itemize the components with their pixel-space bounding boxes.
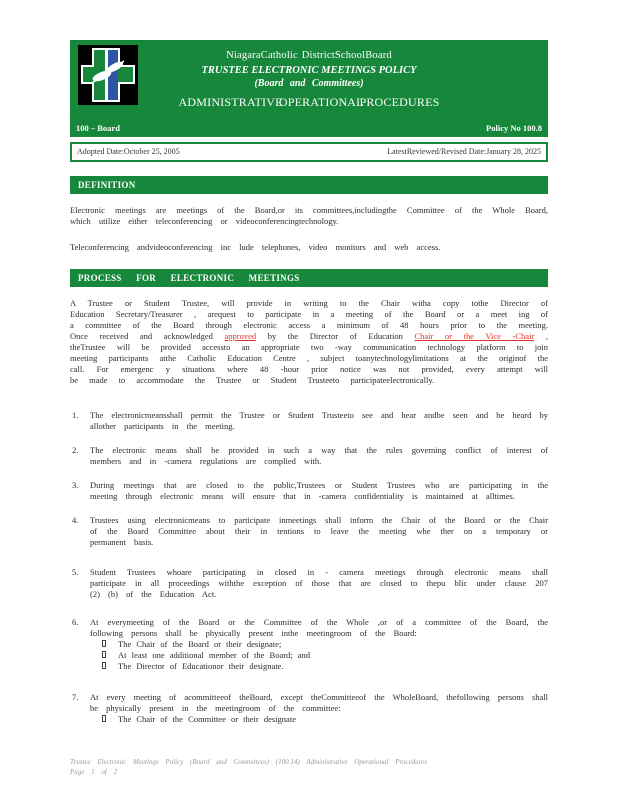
- item-body: [90, 617, 548, 672]
- footer-title-line: Trustee Electronic Meetings Policy (Board and Committees) (100.14) Administrative Operational Procedures: [70, 758, 427, 766]
- item-text: Student Trustees whoare participating in closed in - camera meetings through electronic means shall participate in all proceedings withthe exception of those that are closed to thepu blic under clause 207 (2) (b) of the Education Act.: [90, 567, 548, 599]
- process-section-heading: PROCESS FOR ELECTRONIC MEETINGS: [70, 269, 548, 287]
- item-text: The electronic means shall be provided in such a way that the rules governing conflict of interest of members and in -camera regulations are complied with.: [90, 445, 548, 466]
- revision-text-approved: approved: [224, 331, 257, 341]
- document-header: [70, 40, 548, 137]
- item-text: The electronicmeansshall permit the Trustee or Student Trusteeto see and hear andbe seen and be heard by allother participants in the meeting.: [90, 410, 548, 431]
- box-glyph-icon: [102, 640, 106, 647]
- item-body: [90, 692, 548, 725]
- bullet-text: At least one additional member of the Board; and: [118, 650, 311, 660]
- section-code: 100 – Board: [76, 123, 120, 133]
- bullet-row: [90, 650, 548, 661]
- list-item-4: [70, 515, 548, 548]
- box-glyph-icon: [102, 651, 106, 658]
- item-text: During meetings that are closed to the public,Trustees or Student Trustees who are participating in the meeting through electronic means will ensure that in -camera confidentiality is maintained at alltimes.: [90, 480, 548, 501]
- definition-section-heading: DEFINITION: [70, 176, 548, 194]
- policy-subtitle: (Board and Committees): [254, 78, 364, 89]
- bullet-row: [90, 714, 548, 725]
- bullet-text: The Chair of the Board or their designate;: [118, 639, 282, 649]
- bullet-row: [90, 661, 548, 672]
- document-content: [70, 40, 548, 725]
- item-number: 7.: [72, 692, 79, 702]
- intro-text-2: by the Director of Education: [256, 331, 415, 341]
- item-text: At every meeting of acommitteeof theBoard, except theCommitteeof the WholeBoard, thefollowing persons shall be physically present in the meetingroom of the committee:: [90, 692, 549, 713]
- intro-text-1: A Trustee or Student Trustee, will provide in writing to the Chair witha copy tothe Director of Education Secretary/Treasurer , arequest to participate in a meeting of the Board or a meet ing of a committee of the Board through electronic access a minimum of 48 hours prior to the meeting. Once received and acknowledged: [70, 298, 548, 341]
- list-item-6: [70, 617, 548, 672]
- item-number: 4.: [72, 515, 79, 525]
- item-number: 2.: [72, 445, 79, 455]
- adopted-date: Adopted Date:October 25, 2005: [77, 147, 180, 156]
- process-intro-paragraph: [70, 298, 548, 386]
- item-text: At everymeeting of the Board or the Committee of the Whole ,or of a committee of the Board, the following persons shall be physically present inthe meetingroom of the Board:: [90, 617, 548, 638]
- list-item-3: [70, 480, 548, 502]
- definition-paragraph-2: Teleconferencing andvideoconferencing inc lude telephones, video monitors and web access.: [70, 242, 441, 252]
- item-number: 5.: [72, 567, 79, 577]
- list-item-2: [70, 445, 548, 467]
- latest-revised-date: LatestReviewed/Revised Date:January 28, 2025: [387, 147, 541, 156]
- bullet-row: [90, 639, 548, 650]
- dates-box: [70, 142, 548, 162]
- policy-number: Policy No 100.8: [486, 123, 542, 133]
- revision-text-chair-vice-chair: Chair or the Vice -Chair: [414, 331, 535, 341]
- board-name: NiagaraCatholic DistrictSchoolBoard: [226, 50, 392, 61]
- intro-text-3: , theTrustee will be provided accessto an appropriate two -way communication technology platform to join meeting participants atthe Catholic Education Centre , subject toanytechnologylimitations at the originof the call. For emergenc y situations where 48 -hour prior notice was not provided, every attempt will be made to accommodate the Trustee or Student Trusteeto participateelectronically.: [70, 331, 549, 385]
- footer-page-number: Page 1 of 2: [70, 768, 118, 776]
- box-glyph-icon: [102, 715, 106, 722]
- item-number: 3.: [72, 480, 79, 490]
- list-item-7: [70, 692, 548, 725]
- item-number: 6.: [72, 617, 79, 627]
- page-footer: [70, 757, 442, 777]
- item-text: Trustees using electronicmeans to participate inmeetings shall inform the Chair of the Board or the Chair of the Board Committee about their in tentions to leave the meeting whe ther on a temporary or permanent basis.: [90, 515, 548, 547]
- bullet-text: The Director of Educationor their designate.: [118, 661, 284, 671]
- definition-paragraph-1: Electronic meetings are meetings of the Board,or its committees,includingthe Committee of the Whole Board, which utilize either teleconferencing or videoconferencingtechnology.: [70, 205, 548, 226]
- policy-title: TRUSTEE ELECTRONIC MEETINGS POLICY: [201, 65, 417, 76]
- header-title-block: [70, 40, 548, 110]
- box-glyph-icon: [102, 662, 106, 669]
- header-bottom-row: [76, 123, 542, 133]
- list-item-1: [70, 410, 548, 432]
- list-item-5: [70, 567, 548, 600]
- item-number: 1.: [72, 410, 79, 420]
- procedures-line: ADMINISTRATIVE OPERATIONAL PROCEDURES: [178, 95, 440, 109]
- school-board-logo-icon: [78, 45, 138, 105]
- bullet-text: The Chair of the Committee or their designate: [118, 714, 296, 724]
